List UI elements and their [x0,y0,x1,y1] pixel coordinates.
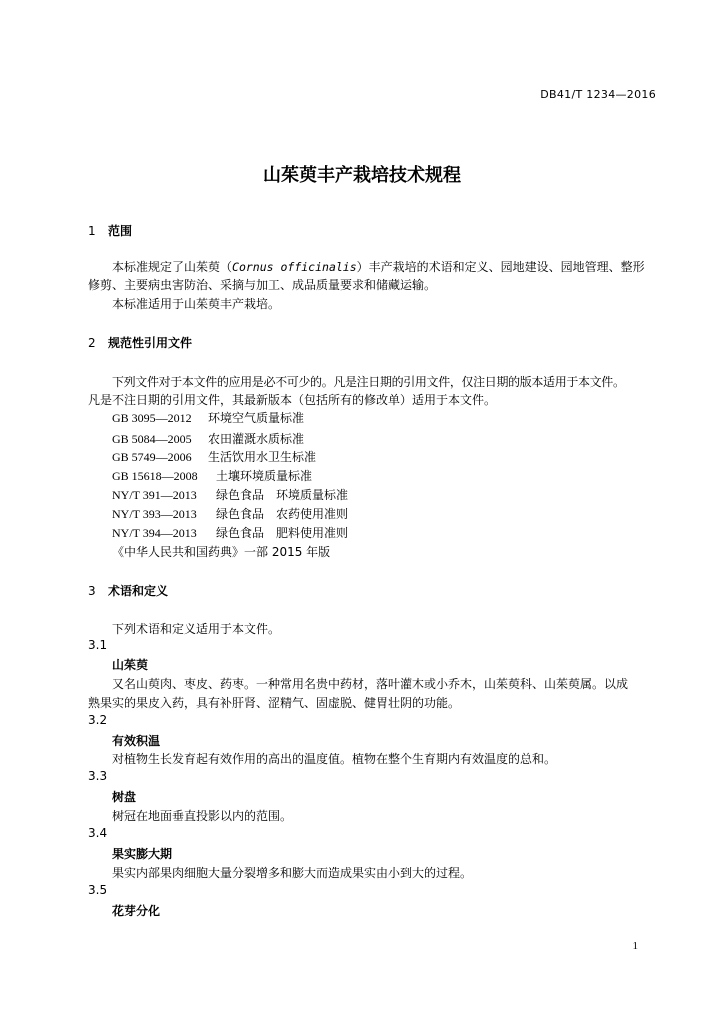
section-1-heading [88,222,132,239]
term-number: 3.1 [88,638,108,652]
reference-item: GB 15618—2008 土壤环境质量标准 [112,469,313,483]
section-3-heading [88,582,168,599]
section-2-heading [88,334,192,351]
references-paragraph-line-1: 下列文件对于本文件的应用是必不可少的。凡是注日期的引用文件，仅注日期的版本适用于本文件。 [112,375,625,389]
term-title: 果实膨大期 [112,847,173,861]
section-number: 3 [88,584,96,598]
term-number: 3.3 [88,769,108,783]
scope-paragraph-line-1: 本标准规定了山茱萸（Cornus officinalis）丰产栽培的术语和定义、园地建设、园地管理、整形 [112,260,645,274]
term-definition: 果实内部果肉细胞大量分裂增多和膨大而造成果实由小到大的过程。 [112,866,473,880]
reference-item-pharmacopoeia: 《中华人民共和国药典》一部 2015 年版 [112,545,331,559]
term-definition: 树冠在地面垂直投影以内的范围。 [112,809,293,823]
term-definition-line-1: 又名山萸肉、枣皮、药枣。一种常用名贵中药材，落叶灌木或小乔木，山茱萸科、山茱萸属。以成 [112,677,629,691]
term-definition-line-2: 熟果实的果皮入药，具有补肝肾、涩精气、固虚脱、健胃壮阴的功能。 [88,696,461,710]
section-title: 规范性引用文件 [108,336,193,350]
section-title: 范围 [108,224,133,238]
term-title: 有效积温 [112,734,161,748]
term-definition: 对植物生长发育起有效作用的高出的温度值。植物在整个生育期内有效温度的总和。 [112,752,557,766]
reference-item: GB 5084—2005 农田灌溉水质标准 [112,432,305,446]
term-title: 树盘 [112,790,137,804]
section-number: 2 [88,336,96,350]
reference-item: GB 5749—2006 生活饮用水卫生标准 [112,450,317,464]
term-number: 3.4 [88,826,108,840]
term-title: 山茱萸 [112,658,149,672]
term-number: 3.5 [88,883,108,897]
section-number: 1 [88,224,96,238]
document-code: DB41/T 1234—2016 [540,88,656,101]
section-title: 术语和定义 [108,584,169,598]
reference-item: GB 3095—2012 环境空气质量标准 [112,411,305,425]
document-title: 山茱萸丰产栽培技术规程 [263,165,461,186]
latin-name: Cornus officinalis [232,260,357,274]
term-number: 3.2 [88,713,108,727]
reference-item: NY/T 391—2013 绿色食品 环境质量标准 [112,488,349,502]
scope-paragraph-line-2: 修剪、主要病虫害防治、采摘与加工、成品质量要求和储藏运输。 [88,278,437,292]
page-number: 1 [632,940,638,952]
reference-item: NY/T 393—2013 绿色食品 农药使用准则 [112,507,349,521]
references-paragraph-line-2: 凡是不注日期的引用文件，其最新版本（包括所有的修改单）适用于本文件。 [88,393,497,407]
terms-intro: 下列术语和定义适用于本文件。 [112,622,281,636]
scope-paragraph-2: 本标准适用于山茱萸丰产栽培。 [112,297,281,311]
reference-item: NY/T 394—2013 绿色食品 肥料使用准则 [112,526,349,540]
term-title: 花芽分化 [112,904,161,918]
